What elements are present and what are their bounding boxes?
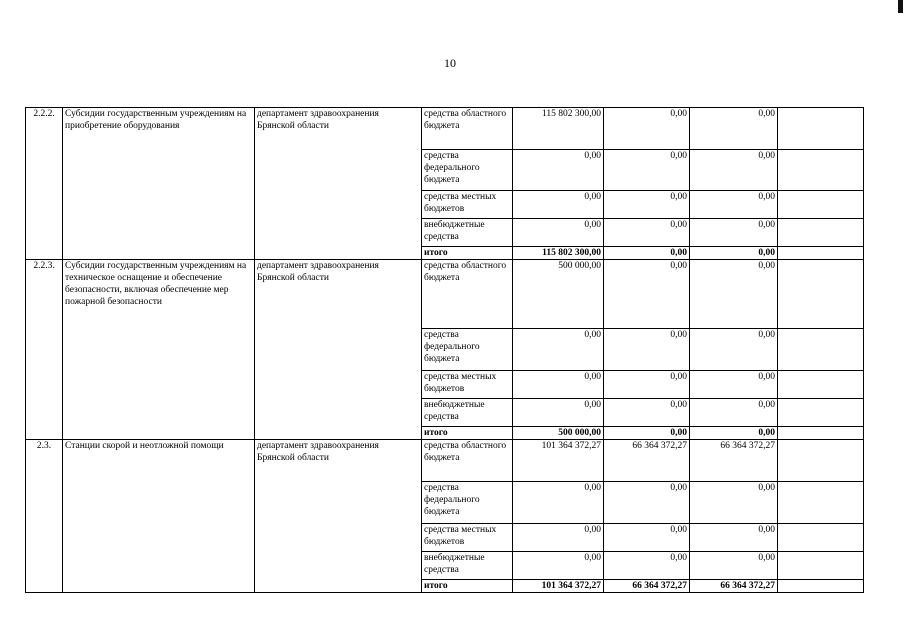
empty-cell — [778, 524, 864, 552]
amount-col2: 0,00 — [604, 399, 690, 427]
amount-col3: 0,00 — [690, 191, 778, 219]
amount-col2: 0,00 — [604, 329, 690, 371]
amount-col1: 0,00 — [513, 219, 604, 247]
empty-cell — [778, 371, 864, 399]
amount-col3: 0,00 — [690, 482, 778, 524]
amount-col2: 66 364 372,27 — [604, 580, 690, 593]
funding-source: средства местных бюджетов — [422, 371, 513, 399]
amount-col1: 101 364 372,27 — [513, 440, 604, 482]
amount-col1: 0,00 — [513, 150, 604, 191]
funding-source: средства областного бюджета — [422, 440, 513, 482]
empty-cell — [778, 219, 864, 247]
item-executor: департамент здравоохранения Брянской области — [255, 260, 422, 440]
amount-col3: 0,00 — [690, 399, 778, 427]
amount-col2: 0,00 — [604, 108, 690, 150]
amount-col1: 115 802 300,00 — [513, 247, 604, 260]
amount-col1: 500 000,00 — [513, 427, 604, 440]
empty-cell — [778, 440, 864, 482]
amount-col2: 0,00 — [604, 371, 690, 399]
budget-table — [25, 107, 864, 593]
amount-col2: 0,00 — [604, 219, 690, 247]
item-executor: департамент здравоохранения Брянской области — [255, 108, 422, 260]
amount-col2: 0,00 — [604, 191, 690, 219]
amount-col2: 0,00 — [604, 150, 690, 191]
amount-col2: 0,00 — [604, 524, 690, 552]
amount-col3: 66 364 372,27 — [690, 580, 778, 593]
item-number: 2.2.3. — [26, 260, 63, 440]
amount-col1: 0,00 — [513, 371, 604, 399]
amount-col3: 0,00 — [690, 329, 778, 371]
amount-col1: 0,00 — [513, 329, 604, 371]
funding-source: средства областного бюджета — [422, 260, 513, 329]
empty-cell — [778, 580, 864, 593]
amount-col3: 0,00 — [690, 371, 778, 399]
page-number: 10 — [444, 56, 456, 70]
amount-col3: 0,00 — [690, 108, 778, 150]
amount-col3: 66 364 372,27 — [690, 440, 778, 482]
amount-col3: 0,00 — [690, 247, 778, 260]
funding-source: средства федерального бюджета — [422, 482, 513, 524]
funding-source: внебюджетные средства — [422, 552, 513, 580]
item-executor: департамент здравоохранения Брянской области — [255, 440, 422, 593]
table-row — [26, 108, 864, 150]
amount-col3: 0,00 — [690, 260, 778, 329]
amount-col1: 0,00 — [513, 191, 604, 219]
empty-cell — [778, 482, 864, 524]
empty-cell — [778, 329, 864, 371]
amount-col1: 0,00 — [513, 524, 604, 552]
amount-col2: 0,00 — [604, 552, 690, 580]
funding-source: внебюджетные средства — [422, 219, 513, 247]
amount-col3: 0,00 — [690, 150, 778, 191]
amount-col3: 0,00 — [690, 219, 778, 247]
empty-cell — [778, 427, 864, 440]
amount-col3: 0,00 — [690, 524, 778, 552]
funding-source: средства федерального бюджета — [422, 150, 513, 191]
table-body — [26, 108, 864, 593]
empty-cell — [778, 150, 864, 191]
item-name: Субсидии государственным учреждениям на техническое оснащение и обеспечение безопасности, включая обеспечение мер пожарной безопасности — [63, 260, 255, 440]
empty-cell — [778, 108, 864, 150]
funding-source: итого — [422, 580, 513, 593]
scan-edge-mark — [898, 0, 903, 13]
empty-cell — [778, 260, 864, 329]
table-row — [26, 260, 864, 329]
item-number: 2.2.2. — [26, 108, 63, 260]
funding-source: внебюджетные средства — [422, 399, 513, 427]
funding-source: итого — [422, 247, 513, 260]
amount-col1: 0,00 — [513, 482, 604, 524]
amount-col1: 115 802 300,00 — [513, 108, 604, 150]
amount-col2: 66 364 372,27 — [604, 440, 690, 482]
amount-col2: 0,00 — [604, 260, 690, 329]
amount-col1: 500 000,00 — [513, 260, 604, 329]
amount-col1: 0,00 — [513, 552, 604, 580]
item-number: 2.3. — [26, 440, 63, 593]
funding-source: средства федерального бюджета — [422, 329, 513, 371]
amount-col2: 0,00 — [604, 427, 690, 440]
funding-source: средства местных бюджетов — [422, 191, 513, 219]
item-name: Станции скорой и неотложной помощи — [63, 440, 255, 593]
funding-source: итого — [422, 427, 513, 440]
funding-source: средства местных бюджетов — [422, 524, 513, 552]
empty-cell — [778, 191, 864, 219]
empty-cell — [778, 399, 864, 427]
amount-col3: 0,00 — [690, 427, 778, 440]
empty-cell — [778, 552, 864, 580]
table-row — [26, 440, 864, 482]
amount-col3: 0,00 — [690, 552, 778, 580]
amount-col2: 0,00 — [604, 482, 690, 524]
funding-source: средства областного бюджета — [422, 108, 513, 150]
item-name: Субсидии государственным учреждениям на приобретение оборудования — [63, 108, 255, 260]
amount-col1: 101 364 372,27 — [513, 580, 604, 593]
amount-col1: 0,00 — [513, 399, 604, 427]
empty-cell — [778, 247, 864, 260]
amount-col2: 0,00 — [604, 247, 690, 260]
